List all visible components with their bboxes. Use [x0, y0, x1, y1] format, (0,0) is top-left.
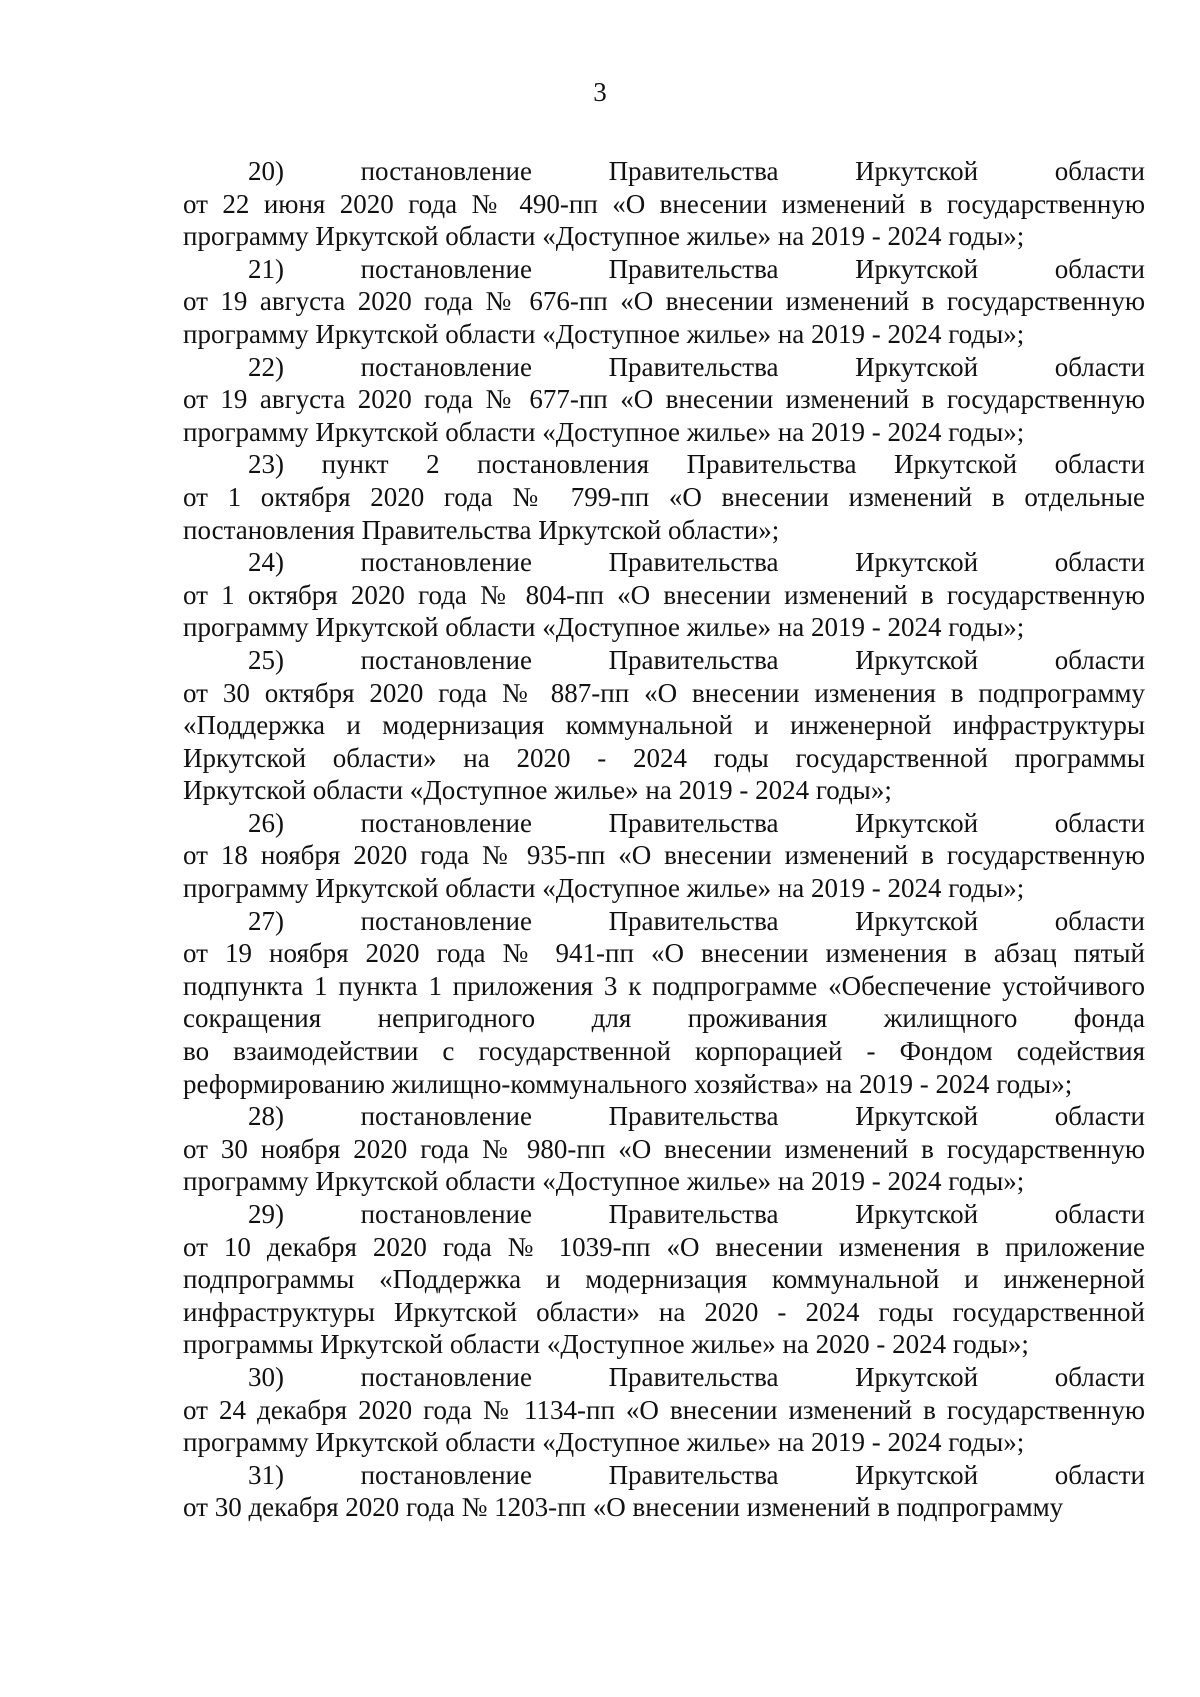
list-item-text-line: от 30 ноября 2020 года № 980-пп «О внесении изменений в государственную	[183, 1133, 1145, 1164]
item-number: 20)	[248, 156, 284, 186]
list-item-text-line: во взаимодействии с государственной корпорацией - Фондом содействия	[183, 1036, 1145, 1067]
item-word: Иркутской	[855, 807, 979, 838]
list-item	[183, 351, 1145, 449]
list-item-text-line: от 19 августа 2020 года № 676-пп «О внесении изменений в государственную	[183, 286, 1145, 317]
list-item-first-line	[183, 905, 1145, 938]
list-item	[183, 807, 1145, 905]
item-number: 28)	[248, 1101, 284, 1132]
list-item-text-line: реформированию жилищно-коммунального хозяйства» на 2019 - 2024 годы»;	[183, 1068, 1073, 1099]
item-word: Правительства	[608, 156, 779, 186]
list-item-text-line: подпункта 1 пункта 1 приложения 3 к подпрограмме «Обеспечение устойчивого	[183, 970, 1145, 1001]
item-word: Правительства	[608, 807, 779, 838]
item-number: 25)	[248, 644, 284, 675]
list-item-text-line: от 24 декабря 2020 года № 1134-пп «О внесении изменений в государственную	[183, 1394, 1145, 1425]
list-item-text-line: программу Иркутской области «Доступное жилье» на 2019 - 2024 годы»;	[183, 1166, 1025, 1197]
item-word: Иркутской	[855, 644, 979, 675]
item-number: 27)	[248, 905, 284, 936]
list-item-text-line: от 30 декабря 2020 года № 1203-пп «О внесении изменений в подпрограмму	[183, 1492, 1064, 1523]
list-item-text-line: «Поддержка и модернизация коммунальной и инженерной инфраструктуры	[183, 710, 1145, 741]
item-word: области	[1054, 547, 1145, 578]
item-number: 21)	[248, 253, 284, 284]
item-word: Иркутской	[855, 1361, 979, 1392]
item-number: 29)	[248, 1199, 284, 1229]
item-word: Правительства	[686, 449, 857, 480]
list-item-text-line: подпрограммы «Поддержка и модернизация коммунальной и инженерной	[183, 1264, 1145, 1295]
item-word: постановление	[360, 351, 532, 382]
list-item-text-line: программу Иркутской области «Доступное жилье» на 2019 - 2024 годы»;	[183, 1427, 1025, 1458]
list-item-first-line	[183, 448, 1145, 481]
list-item-first-line	[183, 1198, 1145, 1231]
list-item-text-line: инфраструктуры Иркутской области» на 2020 - 2024 годы государственной	[183, 1296, 1145, 1327]
item-number: 31)	[248, 1459, 284, 1490]
item-word: постановление	[360, 644, 532, 675]
list-item-text-line: программу Иркутской области «Доступное жилье» на 2019 - 2024 годы»;	[183, 221, 1025, 252]
list-item-text-line: программу Иркутской области «Доступное жилье» на 2019 - 2024 годы»;	[183, 612, 1025, 643]
item-word: Иркутской	[855, 1199, 979, 1229]
list-item-first-line	[183, 546, 1145, 579]
list-item	[183, 1100, 1145, 1198]
item-word: области	[1054, 905, 1145, 936]
item-word: Иркутской	[855, 547, 979, 578]
list-item-text-line: от 30 октября 2020 года № 887-пп «О внесении изменения в подпрограмму	[183, 677, 1145, 708]
item-number: 30)	[248, 1361, 284, 1392]
list-item-first-line	[183, 351, 1145, 384]
list-item-text-line: Иркутской области «Доступное жилье» на 2019 - 2024 годы»;	[183, 775, 892, 806]
list-item-first-line	[183, 155, 1145, 188]
item-word: 2	[426, 449, 440, 480]
list-item-first-line	[183, 253, 1145, 286]
list-item-text-line: постановления Правительства Иркутской области»;	[183, 514, 780, 545]
item-word: Иркутской	[855, 1101, 979, 1132]
item-word: Правительства	[608, 1361, 779, 1392]
item-word: постановление	[360, 1101, 532, 1132]
list-item	[183, 253, 1145, 351]
item-word: Правительства	[608, 905, 779, 936]
list-item	[183, 448, 1145, 546]
list-item-text-line: программу Иркутской области «Доступное жилье» на 2019 - 2024 годы»;	[183, 416, 1025, 447]
item-word: Правительства	[608, 253, 779, 284]
item-word: Иркутской	[855, 1459, 979, 1490]
page-number: 3	[593, 77, 607, 107]
item-word: постановление	[360, 547, 532, 578]
list-item-text-line: от 18 ноября 2020 года № 935-пп «О внесении изменений в государственную	[183, 840, 1145, 871]
list-item-first-line	[183, 807, 1145, 840]
item-word: Иркутской	[855, 905, 979, 936]
item-word: области	[1054, 644, 1145, 675]
item-word: пункт	[321, 449, 389, 480]
document-body	[183, 155, 1145, 1524]
item-word: области	[1054, 1361, 1145, 1392]
list-item-text-line: от 10 декабря 2020 года № 1039-пп «О внесении изменения в приложение	[183, 1231, 1145, 1262]
list-item-text-line: от 19 августа 2020 года № 677-пп «О внесении изменений в государственную	[183, 384, 1145, 415]
item-number: 26)	[248, 807, 284, 838]
list-item-text-line: программу Иркутской области «Доступное жилье» на 2019 - 2024 годы»;	[183, 873, 1025, 904]
list-item	[183, 644, 1145, 807]
item-word: Правительства	[608, 1459, 779, 1490]
item-number: 24)	[248, 547, 284, 578]
list-item	[183, 1198, 1145, 1361]
list-item-first-line	[183, 644, 1145, 677]
list-item-text-line: от 1 октября 2020 года № 799-пп «О внесении изменений в отдельные	[183, 481, 1145, 512]
item-word: области	[1054, 156, 1145, 186]
item-word: области	[1054, 1101, 1145, 1132]
item-word: области	[1054, 1459, 1145, 1490]
list-item-first-line	[183, 1459, 1145, 1492]
list-item-text-line: от 19 ноября 2020 года № 941-пп «О внесении изменения в абзац пятый	[183, 938, 1145, 969]
item-word: области	[1054, 1199, 1145, 1229]
list-item	[183, 546, 1145, 644]
item-word: области	[1054, 449, 1145, 480]
item-word: Иркутской	[855, 156, 979, 186]
item-word: Иркутской	[855, 351, 979, 382]
item-number: 23)	[248, 449, 284, 480]
item-word: области	[1054, 253, 1145, 284]
list-item-text-line: сокращения непригодного для проживания жилищного фонда	[183, 1003, 1145, 1034]
item-word: Правительства	[608, 351, 779, 382]
item-word: постановление	[360, 905, 532, 936]
item-word: Правительства	[608, 1101, 779, 1132]
list-item-text-line: от 1 октября 2020 года № 804-пп «О внесении изменений в государственную	[183, 579, 1145, 610]
item-word: постановление	[360, 1459, 532, 1490]
item-word: постановление	[360, 156, 532, 186]
list-item-text-line: программу Иркутской области «Доступное жилье» на 2019 - 2024 годы»;	[183, 318, 1025, 349]
item-word: Правительства	[608, 644, 779, 675]
item-word: области	[1054, 807, 1145, 838]
item-word: области	[1054, 351, 1145, 382]
item-number: 22)	[248, 351, 284, 382]
item-word: Иркутской	[855, 253, 979, 284]
list-item	[183, 1459, 1145, 1524]
item-word: постановление	[360, 1361, 532, 1392]
list-item	[183, 155, 1145, 253]
item-word: постановление	[360, 807, 532, 838]
item-word: постановление	[360, 253, 532, 284]
list-item-text-line: программы Иркутской области «Доступное жилье» на 2020 - 2024 годы»;	[183, 1329, 1029, 1360]
item-word: Правительства	[608, 1199, 779, 1229]
list-item-first-line	[183, 1100, 1145, 1133]
list-item-text-line: от 22 июня 2020 года № 490-пп «О внесении изменений в государственную	[183, 188, 1145, 219]
item-word: Иркутской	[894, 449, 1018, 480]
list-item	[183, 1361, 1145, 1459]
list-item-first-line	[183, 1361, 1145, 1394]
list-item-text-line: Иркутской области» на 2020 - 2024 годы государственной программы	[183, 742, 1145, 773]
item-word: постановления	[477, 449, 649, 480]
item-word: Правительства	[608, 547, 779, 578]
item-word: постановление	[360, 1199, 532, 1229]
list-item	[183, 905, 1145, 1101]
